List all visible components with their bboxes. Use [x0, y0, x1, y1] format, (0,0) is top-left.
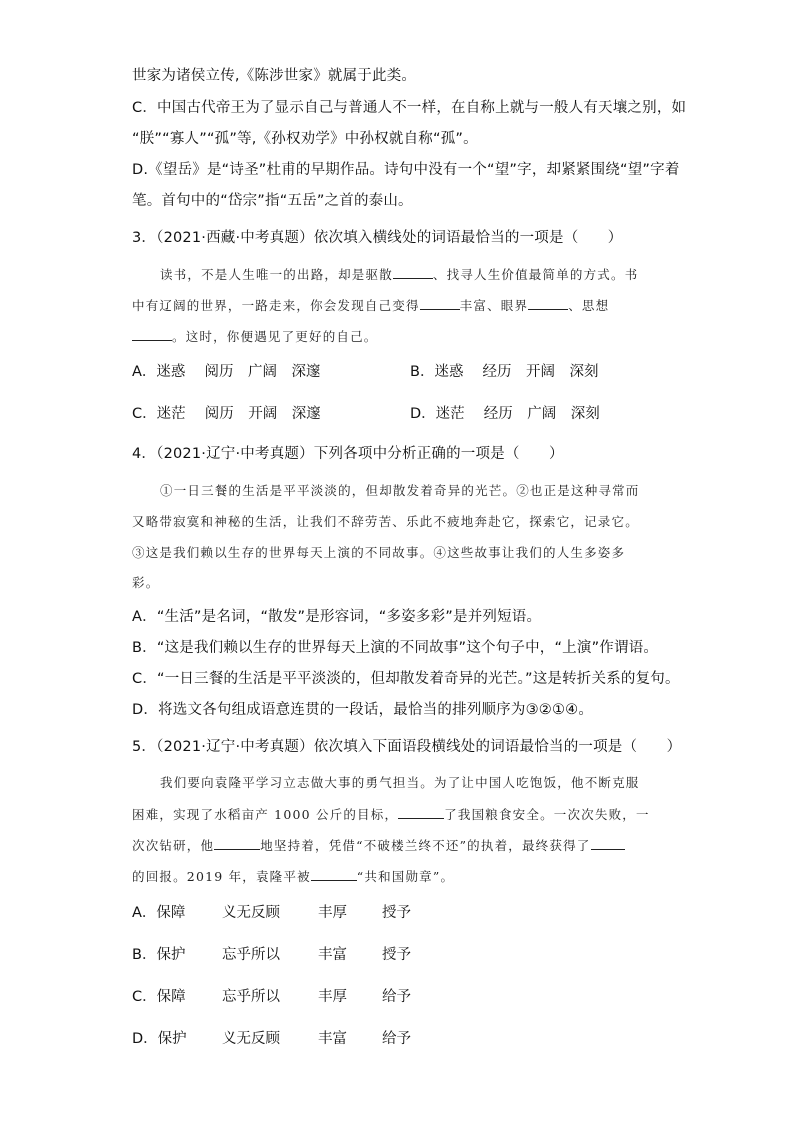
q3-text: 丰富、眼界 — [459, 298, 529, 313]
q3-option-b: B．迷惑 经历 开阔 深刻 — [410, 364, 599, 380]
q4-stem: 4．（2021·辽宁·中考真题）下列各项中分析正确的一项是（ ） — [132, 446, 564, 462]
q5-text: 了我国粮食安全。一次次失败，一 — [444, 807, 650, 822]
q4-passage-line3: ③这是我们赖以生存的世界每天上演的不同故事。④这些故事让我们的人生多姿多 — [132, 545, 626, 560]
q5-text: 困难，实现了水稻亩产 1000 公斤的目标， — [132, 807, 399, 822]
q5-text: 地坚持着，凭借“不破楼兰终不还”的执着，最终获得了 — [260, 838, 591, 853]
q4-option-a: A．“生活”是名词，“散发”是形容词，“多姿多彩”是并列短语。 — [132, 609, 542, 625]
q4-passage-line4: 彩。 — [132, 575, 160, 590]
q2-option-d-line2: 笔。首句中的“岱宗”指“五岳”之首的泰山。 — [132, 193, 413, 209]
q3-text: 。这时，你便遇见了更好的自己。 — [172, 329, 378, 344]
q3-text: 、思想 — [568, 298, 610, 313]
q5-text: 的回报。2019 年，袁隆平被 — [132, 869, 311, 884]
q5-option-letter: A．保障 — [132, 905, 186, 921]
q3-passage-line2 — [132, 297, 609, 315]
q5-option-word: 忘乎所以 — [222, 947, 280, 963]
q5-option-word: 给予 — [382, 989, 411, 1005]
q2-option-c-line1: C．中国古代帝王为了显示自己与普通人不一样，在自称上就与一般人有天壤之别，如 — [132, 100, 687, 116]
q5-option-word: 忘乎所以 — [222, 989, 280, 1005]
q5-option-letter: D．保护 — [132, 1031, 187, 1047]
q5-option-word: 义无反顾 — [222, 905, 280, 921]
q4-option-b: B．“这是我们赖以生存的世界每天上演的不同故事”这个句子中，“上演”作谓语。 — [132, 640, 659, 656]
q5-passage-line2 — [132, 806, 650, 824]
answer-blank — [420, 297, 460, 310]
q5-passage-line4 — [132, 868, 454, 886]
q4-passage-line1: ①一日三餐的生活是平平淡淡的，但却散发着奇异的光芒。②也正是这种寻常而 — [160, 483, 640, 498]
q5-option-word: 义无反顾 — [222, 1031, 280, 1047]
q5-passage-line1: 我们要向袁隆平学习立志做大事的勇气担当。为了让中国人吃饱饭，他不断克服 — [160, 775, 640, 790]
q5-text: 次次钻研，他 — [132, 838, 215, 853]
q5-passage-line3 — [132, 837, 625, 855]
answer-blank — [528, 297, 568, 310]
q3-passage-line1 — [160, 266, 638, 284]
q3-text: 读书，不是人生唯一的出路，却是驱散 — [160, 267, 393, 282]
q2-b-continuation: 世家为诸侯立传,《陈涉世家》就属于此类。 — [132, 68, 417, 84]
q5-option-word: 给予 — [382, 1031, 411, 1047]
q5-option-word: 丰富 — [318, 947, 347, 963]
q4-option-c: C．“一日三餐的生活是平平淡淡的，但却散发着奇异的光芒。”这是转折关系的复句。 — [132, 671, 680, 687]
q2-option-c-line2: “朕”“寡人”“孤”等,《孙权劝学》中孙权就自称“孤”。 — [132, 131, 478, 147]
q5-stem: 5．（2021·辽宁·中考真题）依次填入下面语段横线处的词语最恰当的一项是（ ） — [132, 739, 682, 755]
answer-blank — [214, 837, 260, 850]
q5-option-letter: B．保护 — [132, 947, 186, 963]
q3-option-c: C．迷茫 阅历 开阔 深邃 — [132, 406, 321, 422]
answer-blank — [311, 868, 357, 881]
answer-blank — [398, 806, 444, 819]
q3-text: 中有辽阔的世界，一路走来，你会发现自己变得 — [132, 298, 420, 313]
q5-text: “共和国勋章”。 — [356, 869, 455, 884]
q5-option-word: 授予 — [382, 905, 411, 921]
q5-option-letter: C．保障 — [132, 989, 186, 1005]
answer-blank — [393, 266, 433, 279]
q3-text: 、找寻人生价值最简单的方式。书 — [432, 267, 639, 282]
q3-option-a: A．迷惑 阅历 广阔 深邃 — [132, 364, 321, 380]
answer-blank — [132, 328, 172, 341]
q3-option-d: D．迷茫 经历 广阔 深刻 — [410, 406, 600, 422]
q2-option-d-line1: D.《望岳》是“诗圣”杜甫的早期作品。诗句中没有一个“望”字，却紧紧围绕“望”字着 — [132, 162, 680, 178]
q5-option-word: 授予 — [382, 947, 411, 963]
q3-passage-line3 — [132, 328, 378, 346]
q4-option-d: D．将选文各句组成语意连贯的一段话，最恰当的排列顺序为③②①④。 — [132, 702, 594, 718]
q3-stem: 3．（2021·西藏·中考真题）依次填入横线处的词语最恰当的一项是（ ） — [132, 230, 623, 246]
q5-option-word: 丰富 — [318, 1031, 347, 1047]
q5-option-word: 丰厚 — [318, 989, 347, 1005]
answer-blank — [591, 837, 625, 850]
q5-option-word: 丰厚 — [318, 905, 347, 921]
q4-passage-line2: 又略带寂寞和神秘的生活，让我们不辞劳苦、乐此不疲地奔赴它，探索它，记录它。 — [132, 514, 639, 529]
